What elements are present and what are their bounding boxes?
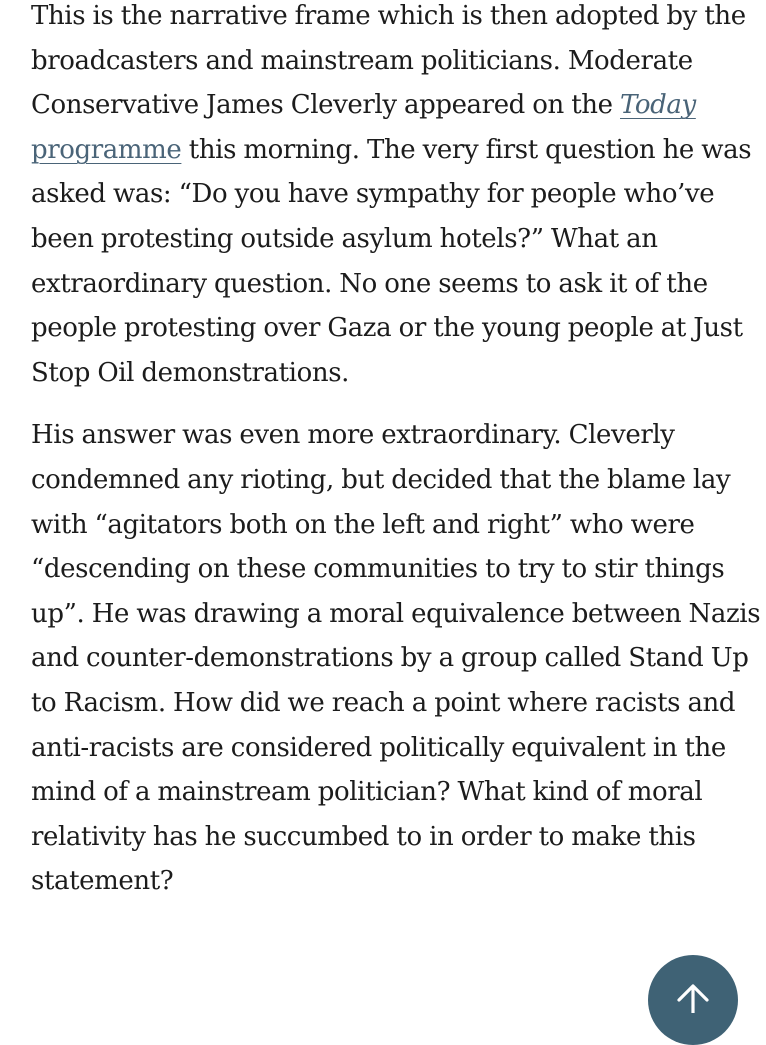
link-text-italic: Today	[620, 90, 696, 121]
paragraph-text: This is the narrative frame which is then adopted by the broadcasters and mainstream politicians. Moderate Conservative James Cleverly appeared on the	[31, 1, 746, 121]
paragraph-text: this morning. The very first question he was asked was: “Do you have sympathy for people who’ve been protesting outside asylum hotels?” What an extraordinary question. No one seems to ask it of the people protesting over Gaza or the young people at Just Stop Oil demonstrations.	[31, 134, 752, 388]
scroll-to-top-button[interactable]	[648, 955, 738, 1045]
article-paragraph: His answer was even more extraordinary. Cleverly condemned any rioting, but decided that the blame lay with “agitators both on the left and right” who were “descending on these communities to try to stir things up”. He was drawing a moral equivalence between Nazis and counter-demonstrations by a group called Stand Up to Racism. How did we reach a point where racists and anti-racists are considered politically equivalent in the mind of a mainstream politician? What kind of moral relativity has he succumbed to in order to make this statement?	[31, 420, 761, 897]
arrow-up-icon	[674, 983, 712, 1013]
link-text: programme	[31, 134, 182, 165]
article-body	[31, 0, 766, 904]
article-paragraph	[31, 0, 766, 395]
